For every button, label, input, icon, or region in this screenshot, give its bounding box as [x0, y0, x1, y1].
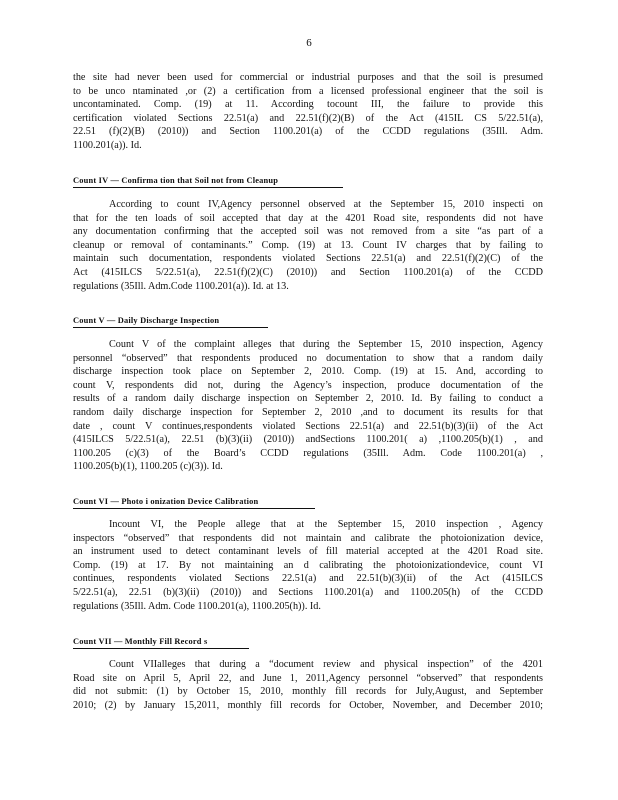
paragraph-line: continues, respondents violated Sections 22.51(a) and 22.51(b)(3)(ii) of the Act (415ILCS: [73, 573, 543, 585]
paragraph-line: the site had never been used for commercial or industrial purposes and that the soil is presumed: [73, 72, 543, 83]
paragraph-line: Incount VI, the People allege that at the September 15, 2010 inspection , Agency: [109, 519, 543, 530]
paragraph-line: Comp. (19) at 17. By not maintaining an d calibrating the photoionizationdevice, count VI: [73, 559, 543, 571]
count-iv-paragraph: [73, 198, 543, 293]
count-iv-heading: Count IV — Confirma tion that Soil not from Cleanup: [73, 175, 343, 188]
paragraph-line: regulations (35Ill. Adm. Code 1100.201(a), 1100.205(h)). Id.: [73, 600, 321, 612]
paragraph-line: uncontaminated. Comp. (19) at 11. According tocount III, the failure to provide this: [73, 99, 543, 111]
paragraph-line: 1100.205(b)(1), 1100.205 (c)(3)). Id.: [73, 461, 223, 473]
paragraph-line: to be unco ntaminated ,or (2) a certification from a licensed professional engineer that the soil is: [73, 85, 543, 97]
paragraph-line: discharge inspection took place on September 2, 2010. Comp. (19) at 15. And, according to: [73, 366, 543, 378]
paragraph-line: that for the ten loads of soil accepted that day at the 4201 Road site, respondents did not have: [73, 212, 543, 224]
count-vii-heading-row: [73, 631, 543, 649]
paragraph-line: 5/22.51(a), 22.51 (b)(3)(ii) (2010)) and Sections 1100.201(a) and 1100.205(h) of the CCDD: [73, 586, 543, 598]
intro-paragraph: [73, 71, 543, 153]
count-vii-heading: Count VII — Monthly Fill Record s: [73, 636, 249, 649]
count-v-heading: Count V — Daily Discharge Inspection: [73, 315, 268, 328]
paragraph-line: 1100.205 (c)(3) of the Board’s CCDD regulations (35Ill. Adm. Code 1100.201(a) ,: [73, 447, 543, 459]
paragraph-line: any documentation confirming that the accepted soil was not removed from a site “as part of a: [73, 226, 543, 238]
count-vi-heading: Count VI — Photo i onization Device Calibration: [73, 496, 315, 509]
paragraph-line: cleanup or removal of contaminants.” Comp. (19) at 13. Count IV charges that by failing to: [73, 239, 543, 251]
paragraph-line: Count VIIalleges that during a “document review and physical inspection” of the 4201: [109, 659, 543, 670]
paragraph-line: regulations (35Ill. Adm.Code 1100.201(a)). Id. at 13.: [73, 280, 289, 292]
paragraph-line: random daily discharge inspection for September 2, 2010 ,and to document its results for that: [73, 406, 543, 418]
count-vii-paragraph: [73, 658, 543, 712]
paragraph-line: (415ILCS 5/22.51(a), 22.51 (b)(3)(ii) (2010)) andSections 1100.201( a) ,1100.205(b)(1) , and: [73, 434, 543, 446]
count-v-heading-row: [73, 310, 543, 328]
paragraph-line: an instrument used to detect contaminant levels of fill material accepted at the 4201 Road site.: [73, 546, 543, 558]
paragraph-line: certification violated Sections 22.51(a) and 22.51(f)(2)(B) of the Act (415IL CS 5/22.51(a),: [73, 112, 543, 124]
count-vi-heading-row: [73, 491, 543, 509]
paragraph-line: 22.51 (f)(2)(B) (2010)) and Section 1100.201(a) of the CCDD regulations (35Ill. Adm.: [73, 126, 543, 138]
count-vi-paragraph: [73, 518, 543, 613]
count-iv-heading-row: [73, 170, 543, 188]
paragraph-line: 2010; (2) by January 15,2011, monthly fill records for October, November, and December 2010;: [73, 699, 543, 711]
paragraph-line: date , count V continues,respondents violated Sections 22.51(a) and 22.51(b)(3)(ii) of the Act: [73, 420, 543, 432]
page-number: 6: [306, 37, 312, 49]
paragraph-line: personnel “observed” that respondents produced no documentation to show that a random daily: [73, 352, 543, 364]
paragraph-line: results of a random daily discharge inspection on September 2, 2010. Id. By failing to conduct a: [73, 393, 543, 405]
paragraph-line: inspectors “observed” that respondents did not maintain and calibrate the photoionization device,: [73, 532, 543, 544]
paragraph-line: did not submit: (1) by October 15, 2010, monthly fill records for July,August, and September: [73, 686, 543, 698]
paragraph-line: 1100.201(a)). Id.: [73, 139, 142, 151]
paragraph-line: Act (415ILCS 5/22.51(a), 22.51(f)(2)(C) (2010)) and Section 1100.201(a) of the CCDD: [73, 266, 543, 278]
count-v-paragraph: [73, 338, 543, 474]
paragraph-line: According to count IV,Agency personnel observed at the September 15, 2010 inspecti on: [109, 199, 543, 210]
paragraph-line: count V, respondents did not, during the Agency’s inspection, produce documentation of the: [73, 379, 543, 391]
paragraph-line: Road site on April 5, April 22, and June 1, 2011,Agency personnel “observed” that respondents: [73, 672, 543, 684]
paragraph-line: maintain such documentation, respondents violated Sections 22.51(a) and 22.51(f)(2)(C) of the: [73, 253, 543, 265]
paragraph-line: Count V of the complaint alleges that during the September 15, 2010 inspection, Agency: [109, 339, 543, 350]
